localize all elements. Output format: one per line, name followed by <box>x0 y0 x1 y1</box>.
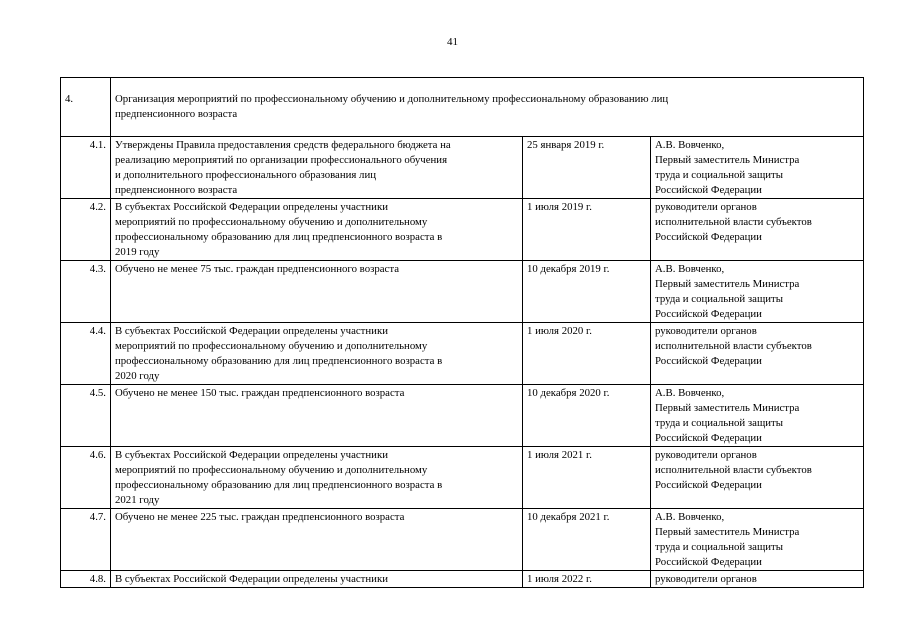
row-responsible: руководители органов исполнительной власти субъектов Российской Федерации <box>651 447 864 509</box>
row-number: 4.4. <box>61 323 111 385</box>
row-number: 4.8. <box>61 571 111 588</box>
row-date: 1 июля 2022 г. <box>523 571 651 588</box>
row-date: 10 декабря 2021 г. <box>523 509 651 571</box>
row-text: В субъектах Российской Федерации определены участники мероприятий по профессиональному обучению и дополнительному профессиональному образованию для лиц предпенсионного возраста в 2019 году <box>111 199 523 261</box>
row-responsible: А.В. Вовченко, Первый заместитель Министра труда и социальной защиты Российской Федерации <box>651 509 864 571</box>
table-row <box>61 137 864 199</box>
row-responsible: руководители органов исполнительной власти субъектов Российской Федерации <box>651 323 864 385</box>
row-number: 4.7. <box>61 509 111 571</box>
row-date: 1 июля 2019 г. <box>523 199 651 261</box>
row-responsible: руководители органов <box>651 571 864 588</box>
row-responsible: А.В. Вовченко, Первый заместитель Министра труда и социальной защиты Российской Федерации <box>651 385 864 447</box>
row-number: 4.1. <box>61 137 111 199</box>
row-text: Утверждены Правила предоставления средств федерального бюджета на реализацию мероприятий по организации профессионального обучения и дополнительного профессионального образования лиц предпенсионного возраста <box>111 137 523 199</box>
row-date: 10 декабря 2020 г. <box>523 385 651 447</box>
table-row <box>61 323 864 385</box>
row-date: 25 января 2019 г. <box>523 137 651 199</box>
row-text: Обучено не менее 225 тыс. граждан предпенсионного возраста <box>111 509 523 571</box>
row-text: Обучено не менее 75 тыс. граждан предпенсионного возраста <box>111 261 523 323</box>
row-date: 1 июля 2021 г. <box>523 447 651 509</box>
row-responsible: А.В. Вовченко, Первый заместитель Министра труда и социальной защиты Российской Федерации <box>651 137 864 199</box>
row-date: 1 июля 2020 г. <box>523 323 651 385</box>
row-number: 4.6. <box>61 447 111 509</box>
row-text: В субъектах Российской Федерации определены участники мероприятий по профессиональному обучению и дополнительному профессиональному образованию для лиц предпенсионного возраста в 2020 году <box>111 323 523 385</box>
row-responsible: А.В. Вовченко, Первый заместитель Министра труда и социальной защиты Российской Федерации <box>651 261 864 323</box>
row-date: 10 декабря 2019 г. <box>523 261 651 323</box>
row-number: 4.5. <box>61 385 111 447</box>
row-responsible: руководители органов исполнительной власти субъектов Российской Федерации <box>651 199 864 261</box>
table-row <box>61 199 864 261</box>
plan-table <box>60 77 864 588</box>
row-text: В субъектах Российской Федерации определены участники <box>111 571 523 588</box>
row-number: 4.3. <box>61 261 111 323</box>
row-text: В субъектах Российской Федерации определены участники мероприятий по профессиональному обучению и дополнительному профессиональному образованию для лиц предпенсионного возраста в 2021 году <box>111 447 523 509</box>
table-row <box>61 447 864 509</box>
section-header-row <box>61 78 864 137</box>
row-text: Обучено не менее 150 тыс. граждан предпенсионного возраста <box>111 385 523 447</box>
table-row <box>61 571 864 588</box>
section-title: Организация мероприятий по профессиональному обучению и дополнительному профессиональному образованию лиц предпенсионного возраста <box>111 78 864 137</box>
section-number: 4. <box>61 78 111 137</box>
table-row <box>61 261 864 323</box>
page-number: 41 <box>447 36 458 48</box>
table-row <box>61 509 864 571</box>
row-number: 4.2. <box>61 199 111 261</box>
table-row <box>61 385 864 447</box>
